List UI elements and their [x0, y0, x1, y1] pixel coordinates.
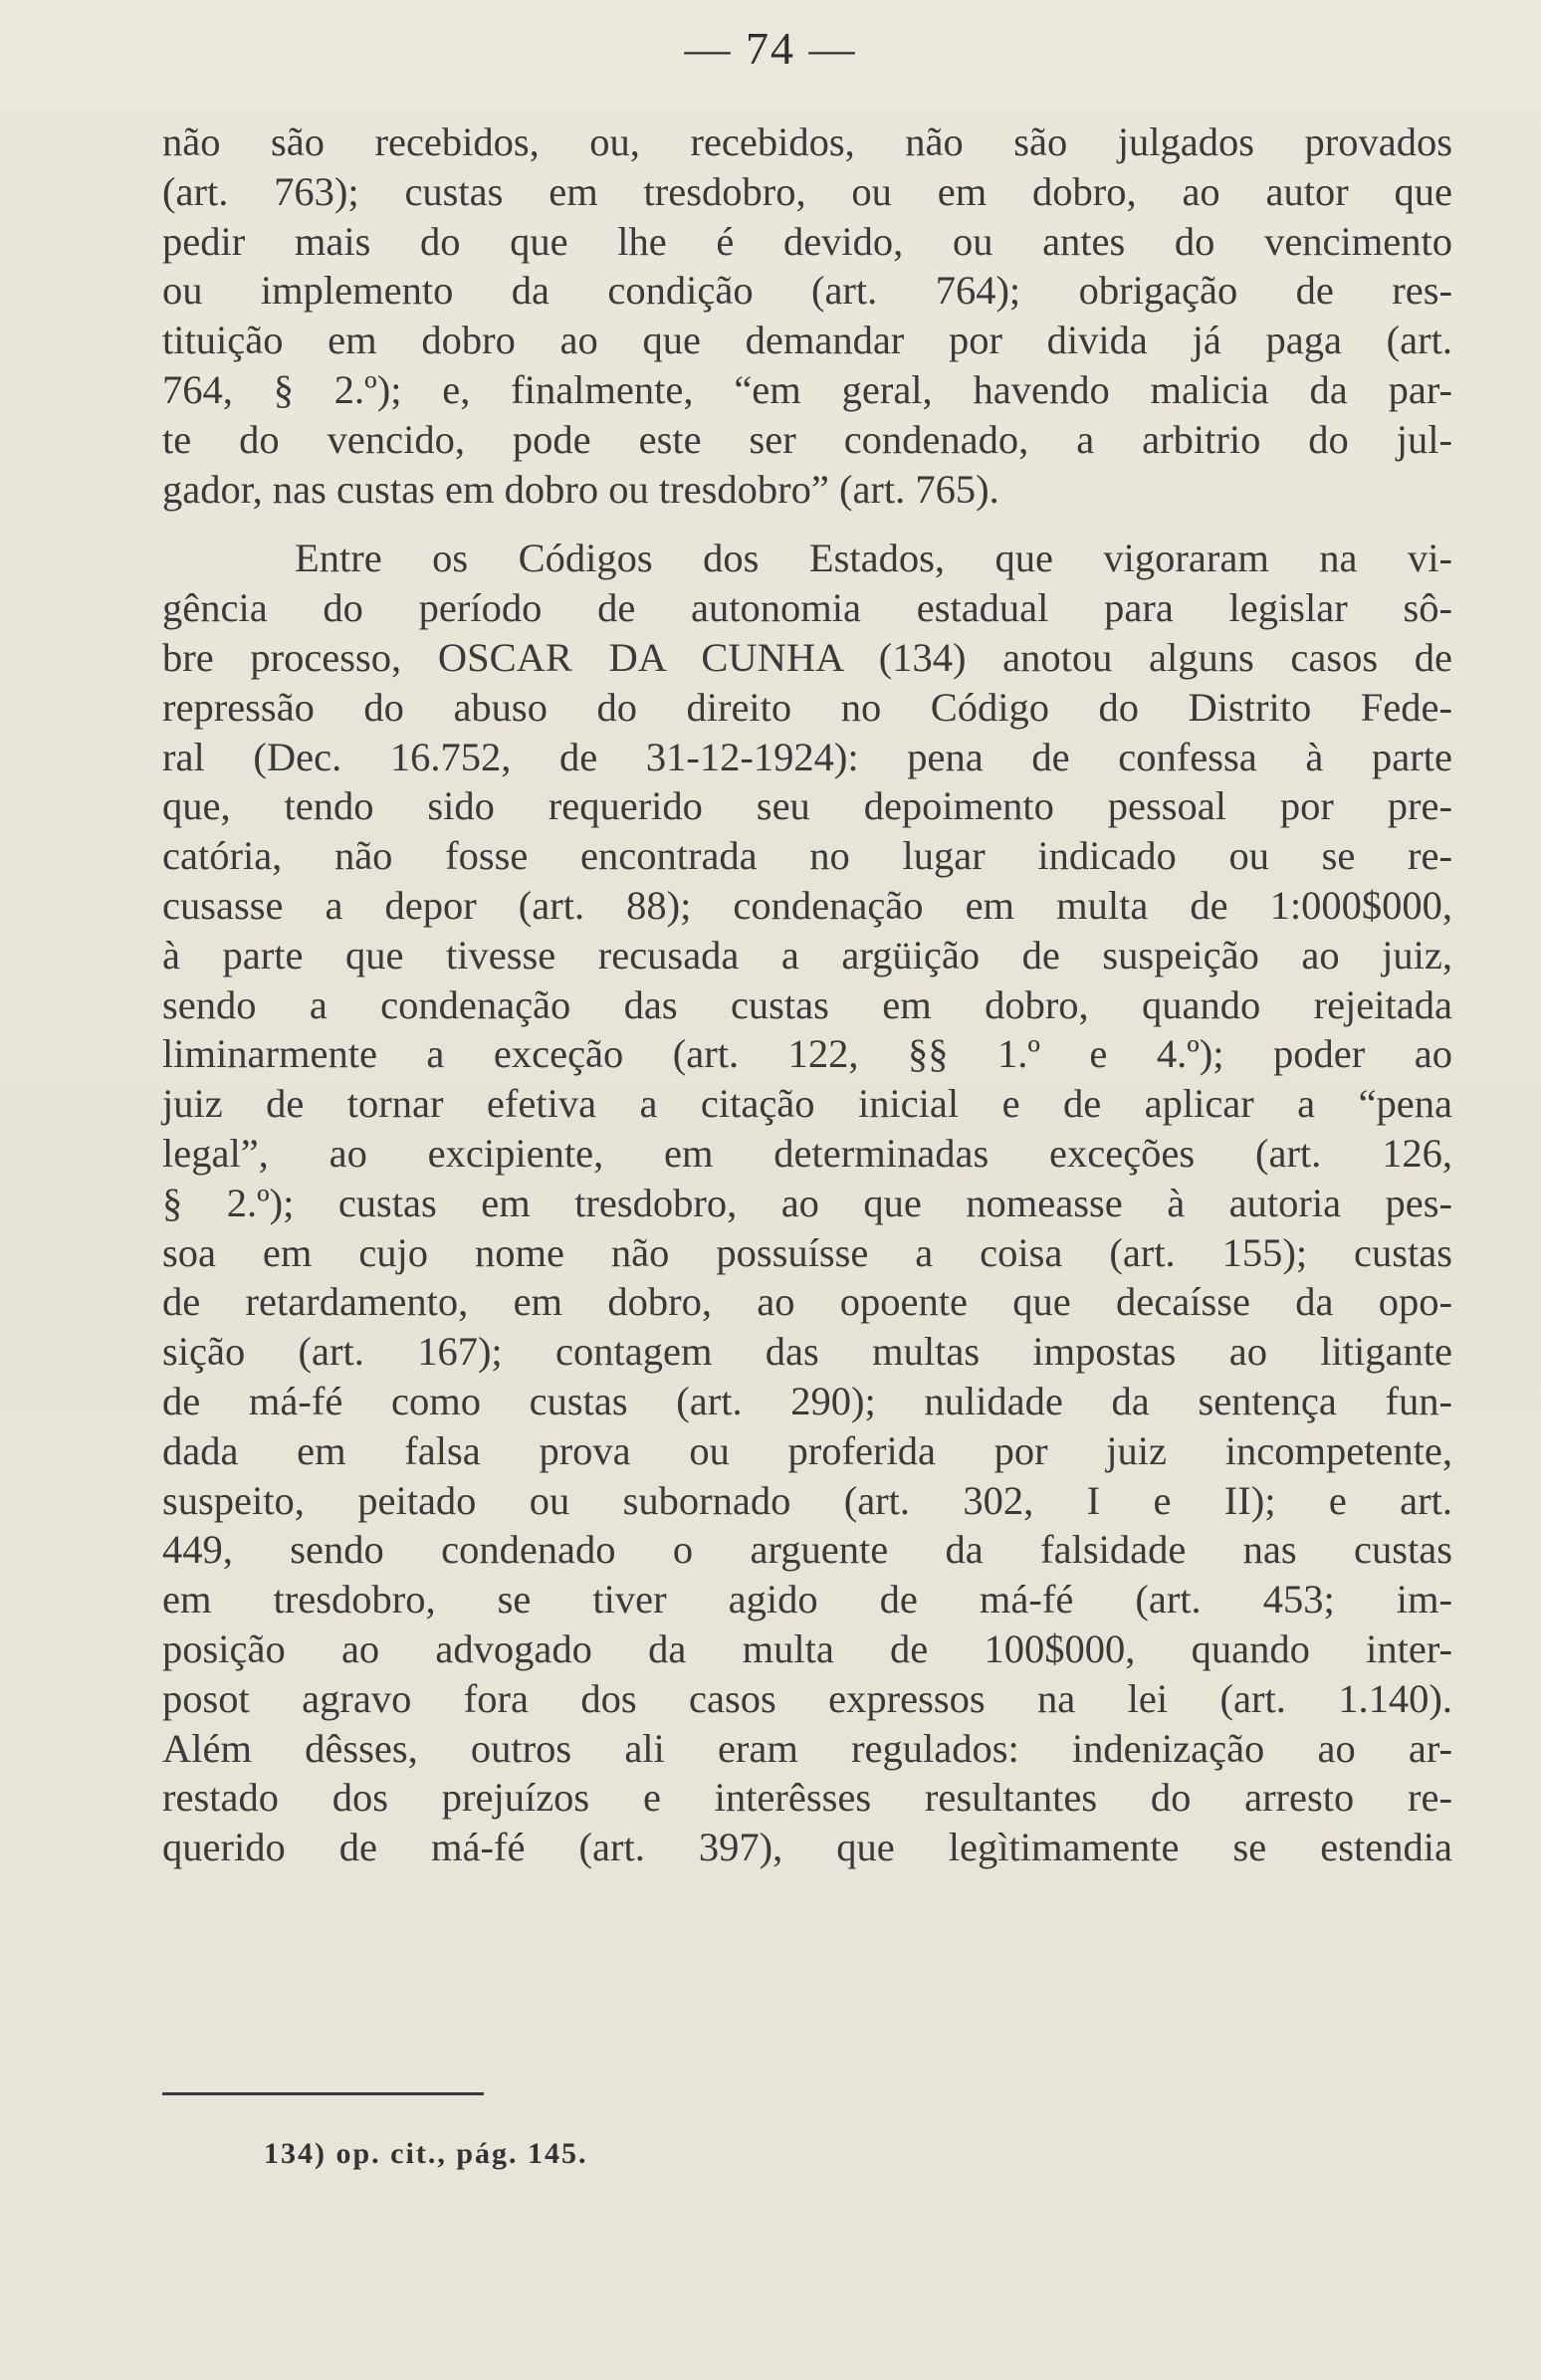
paragraph-1	[162, 117, 1452, 514]
text-line: gador, nas custas em dobro ou tresdobro” (art. 765).	[162, 466, 999, 512]
text-line: 449, sendo condenado o arguente da falsidade nas custas	[162, 1527, 1452, 1573]
page-number: — 74 —	[684, 23, 857, 74]
text-line: Além dêsses, outros ali eram regulados: indenização ao ar-	[162, 1725, 1452, 1771]
text-line: que, tendo sido requerido seu depoimento pessoal por pre-	[162, 783, 1452, 829]
paragraph-2	[162, 534, 1452, 1872]
text-line: Entre os Códigos dos Estados, que vigoraram na vi-	[295, 536, 1452, 581]
text-line: à parte que tivesse recusada a argüição de suspeição ao juiz,	[162, 932, 1452, 977]
text-line: liminarmente a exceção (art. 122, §§ 1.º e 4.º); poder ao	[162, 1031, 1452, 1077]
text-line: posot agravo fora dos casos expressos na lei (art. 1.140).	[162, 1675, 1452, 1721]
text-line: de má-fé como custas (art. 290); nulidade da sentença fun-	[162, 1378, 1452, 1423]
text-line: de retardamento, em dobro, ao opoente que decaísse da opo-	[162, 1279, 1452, 1325]
text-line: § 2.º); custas em tresdobro, ao que nomeasse à autoria pes-	[162, 1180, 1452, 1225]
text-line: soa em cujo nome não possuísse a coisa (art. 155); custas	[162, 1229, 1452, 1275]
text-line: tituição em dobro ao que demandar por divida já paga (art.	[162, 318, 1452, 363]
text-line: restado dos prejuízos e interêsses resultantes do arresto re-	[162, 1775, 1452, 1821]
text-line: gência do período de autonomia estadual para legislar sô-	[162, 585, 1452, 631]
text-line: não são recebidos, ou, recebidos, não são julgados provados	[162, 119, 1452, 164]
text-line: legal”, ao excipiente, em determinadas exceções (art. 126,	[162, 1130, 1452, 1176]
text-line: dada em falsa prova ou proferida por juiz incompetente,	[162, 1427, 1452, 1473]
text-line: sição (art. 167); contagem das multas impostas ao litigante	[162, 1329, 1452, 1375]
text-line: sendo a condenação das custas em dobro, quando rejeitada	[162, 981, 1452, 1027]
text-line: cusasse a depor (art. 88); condenação em multa de 1:000$000,	[162, 882, 1452, 928]
body-text	[162, 117, 1452, 1872]
text-line: ou implemento da condição (art. 764); obrigação de res-	[162, 268, 1452, 314]
text-line: suspeito, peitado ou subornado (art. 302, I e II); e art.	[162, 1477, 1452, 1523]
footnote-divider	[162, 2092, 484, 2095]
text-line: repressão do abuso do direito no Código do Distrito Fede-	[162, 684, 1452, 730]
text-line: querido de má-fé (art. 397), que legìtimamente se estendia	[162, 1825, 1452, 1870]
text-line: 764, § 2.º); e, finalmente, “em geral, havendo malicia da par-	[162, 366, 1452, 412]
text-line: catória, não fosse encontrada no lugar indicado ou se re-	[162, 833, 1452, 879]
text-line: posição ao advogado da multa de 100$000, quando inter-	[162, 1625, 1452, 1671]
text-line: juiz de tornar efetiva a citação inicial e de aplicar a “pena	[162, 1081, 1452, 1127]
text-line: ral (Dec. 16.752, de 31-12-1924): pena de confessa à parte	[162, 734, 1452, 779]
text-line: bre processo, OSCAR DA CUNHA (134) anotou alguns casos de	[162, 634, 1452, 680]
footnote: 134) op. cit., pág. 145.	[264, 2137, 588, 2170]
text-line: te do vencido, pode este ser condenado, a arbitrio do jul-	[162, 416, 1452, 462]
text-line: pedir mais do que lhe é devido, ou antes do vencimento	[162, 218, 1452, 264]
text-line: em tresdobro, se tiver agido de má-fé (art. 453; im-	[162, 1577, 1452, 1623]
text-line: (art. 763); custas em tresdobro, ou em dobro, ao autor que	[162, 168, 1452, 214]
